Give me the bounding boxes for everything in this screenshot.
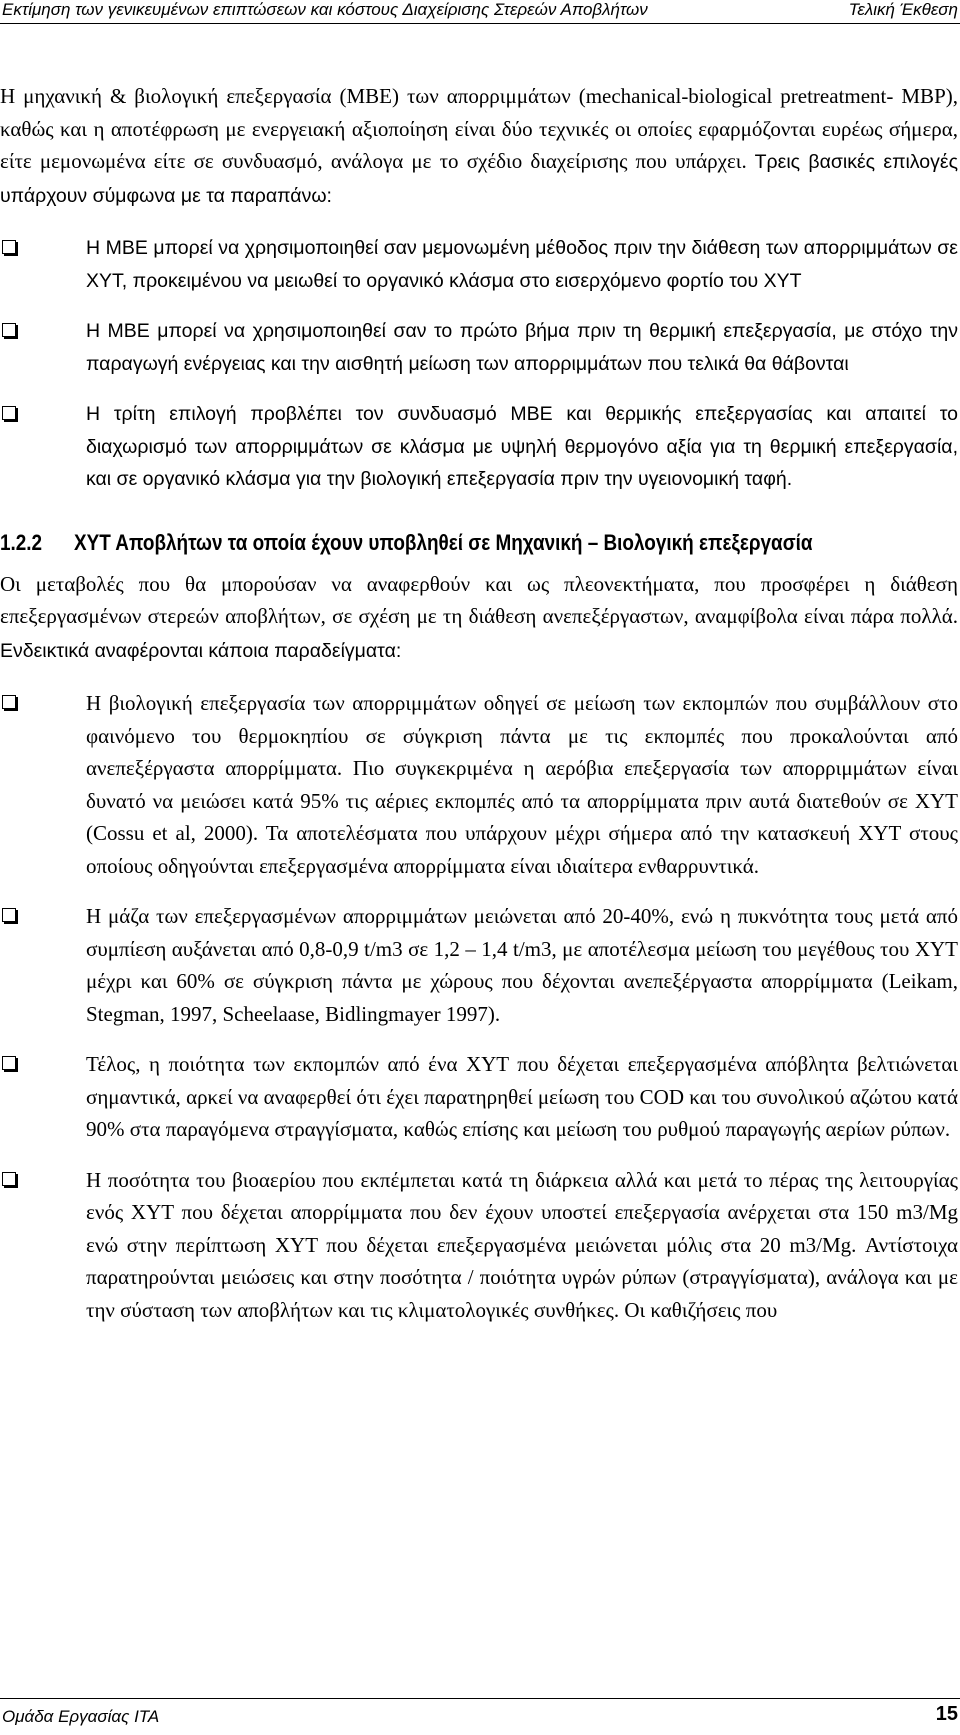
list-item-text: Η ποσότητα του βιοαερίου που εκπέμπεται κατά τη διάρκεια αλλά και μετά το πέρας της λειτουργίας ενός ΧΥΤ που δέχεται απορρίμματα που δεν έχουν υποστεί επεξεργασία ανέρχεται στα 150 m3/Mg ενώ στην περίπτωση ΧΥΤ που δέχεται επεξεργασμένα μειώνεται μόλις στα 20 m3/Mg. Αντίστοιχα παρατηρούνται μειώσεις και στην ποσότητα / ποιότητα υγρών ρύπων (στραγγίσματα), ανάλογα και με την σύσταση των αποβλήτων και τις κλιματολογικές συνθήκες. Οι καθιζήσεις που	[86, 1167, 958, 1322]
section-number: 1.2.2	[0, 529, 43, 555]
options-list	[0, 232, 958, 496]
examples-list	[0, 687, 958, 1326]
intro-lead-in: Τρεις βασικές επιλογές υπάρχουν σύμφωνα με τα παραπάνω:	[0, 151, 958, 207]
list-item-text: Τέλος, η ποιότητα των εκπομπών από ένα ΧΥΤ που δέχεται επεξεργασμένα απόβλητα βελτιώνεται σημαντικά, αρκεί να αναφερθεί ότι έχει παρατηρηθεί μείωση του COD και του συνολικού αζώτου κατά 90% στα παραγόμενα στραγγίσματα, καθώς επίσης και μείωση του ρυθμού παραγωγής αερίων ρύπων.	[86, 1052, 958, 1141]
intro-paragraph	[0, 80, 958, 212]
checkbox-bullet-icon	[2, 1056, 16, 1070]
checkbox-bullet-icon	[2, 240, 16, 254]
list-item	[0, 687, 958, 882]
checkbox-bullet-icon	[2, 695, 16, 709]
list-item	[0, 315, 958, 380]
page-number: 15	[935, 1703, 958, 1725]
header-report-label: Τελική Έκθεση	[848, 0, 958, 19]
section-heading	[0, 526, 955, 560]
list-item	[0, 1048, 958, 1146]
checkbox-bullet-icon	[2, 1172, 16, 1186]
list-item-text: Η ΜΒΕ μπορεί να χρησιμοποιηθεί σαν το πρώτο βήμα πριν τη θερμική επεξεργασία, με στόχο την παραγωγή ενέργειας και την αισθητή μείωση των απορριμμάτων που τελικά θα θάβονται	[86, 320, 958, 375]
list-item-text: Η τρίτη επιλογή προβλέπει τον συνδυασμό ΜΒΕ και θερμικής επεξεργασίας και απαιτεί το διαχωρισμό των απορριμμάτων σε κλάσμα με υψηλή θερμογόνο αξία για τη θερμική επεξεργασία, και σε οργανικό κλάσμα για την βιολογική επεξεργασία πριν την υγειονομική ταφή.	[86, 403, 958, 490]
section-title: ΧΥΤ Αποβλήτων τα οποία έχουν υποβληθεί σε Μηχανική – Βιολογική επεξεργασία	[73, 529, 813, 555]
list-item-text: Η μάζα των επεξεργασμένων απορριμμάτων μειώνεται από 20-40%, ενώ η πυκνότητα τους μετά από συμπίεση αυξάνεται από 0,8-0,9 t/m3 σε 1,2 – 1,4 t/m3, με αποτέλεσμα μείωση του μεγέθους του ΧΥΤ μέχρι και 60% σε σύγκριση πάντα με χώρους που δέχονται ανεπεξέργαστα απορρίμματα (Leikam, Stegman, 1997, Scheelaase, Bidlingmayer 1997).	[86, 904, 958, 1026]
list-item-text: Η βιολογική επεξεργασία των απορριμμάτων οδηγεί σε μείωση των εκπομπών που συμβάλλουν στο φαινόμενο του θερμοκηπίου σε σύγκριση πάντα με τις εκπομπές που προκαλούνται από ανεπεξέργαστα απορρίμματα. Πιο συγκεκριμένα η αερόβια επεξεργασία των απορριμμάτων είναι δυνατό να μειώσει κατά 95% τις αέριες εκπομπές από τα απορρίμματα πριν αυτά διατεθούν σε ΧΥΤ (Cossu et al, 2000). Τα αποτελέσματα που υπάρχουν μέχρι σήμερα από την κατασκευή ΧΥΤ στους οποίους οδηγούνται επεξεργασμένα απορρίμματα είναι ιδιαίτερα ενθαρρυντικά.	[86, 691, 958, 878]
section-intro-text: Οι μεταβολές που θα μπορούσαν να αναφερθούν και ως πλεονεκτήματα, που προσφέρει η διάθεση επεξεργασμένων στερεών αποβλήτων, σε σχέση με τη διάθεση ανεπεξέργαστων, αναμφίβολα είναι πάρα πολλά.	[0, 571, 958, 628]
list-item	[0, 232, 958, 297]
running-footer	[0, 1698, 960, 1735]
list-item	[0, 1164, 958, 1327]
list-item-text: Η ΜΒΕ μπορεί να χρησιμοποιηθεί σαν μεμονωμένη μέθοδος πριν την διάθεση των απορριμμάτων σε ΧΥΤ, προκειμένου να μειωθεί το οργανικό κλάσμα στο εισερχόμενο φορτίο του ΧΥΤ	[86, 237, 958, 292]
body-text	[0, 80, 958, 1344]
checkbox-bullet-icon	[2, 908, 16, 922]
footer-group-name: Ομάδα Εργασίας ΙΤΑ	[2, 1707, 160, 1726]
running-header	[0, 0, 960, 24]
checkbox-bullet-icon	[2, 323, 16, 337]
list-item	[0, 900, 958, 1030]
section-intro-paragraph	[0, 568, 958, 668]
intro-text: Η μηχανική & βιολογική επεξεργασία (ΜΒΕ) των απορριμμάτων (mechanical-biological pretreatment- MBP), καθώς και η αποτέφρωση με ενεργειακή αξιοποίηση είναι δύο τεχνικές οι οποίες εφαρμόζονται ευρέως σήμερα, είτε μεμονωμένα είτε σε συνδυασμό, ανάλογα με το σχέδιο διαχείρισης που υπάρχει.	[0, 84, 958, 173]
section-intro-lead-in: Ενδεικτικά αναφέρονται κάποια παραδείγματα:	[0, 639, 402, 662]
header-title: Εκτίμηση των γενικευμένων επιπτώσεων και κόστους Διαχείρισης Στερεών Αποβλήτων	[2, 0, 648, 19]
checkbox-bullet-icon	[2, 406, 16, 420]
list-item	[0, 398, 958, 496]
